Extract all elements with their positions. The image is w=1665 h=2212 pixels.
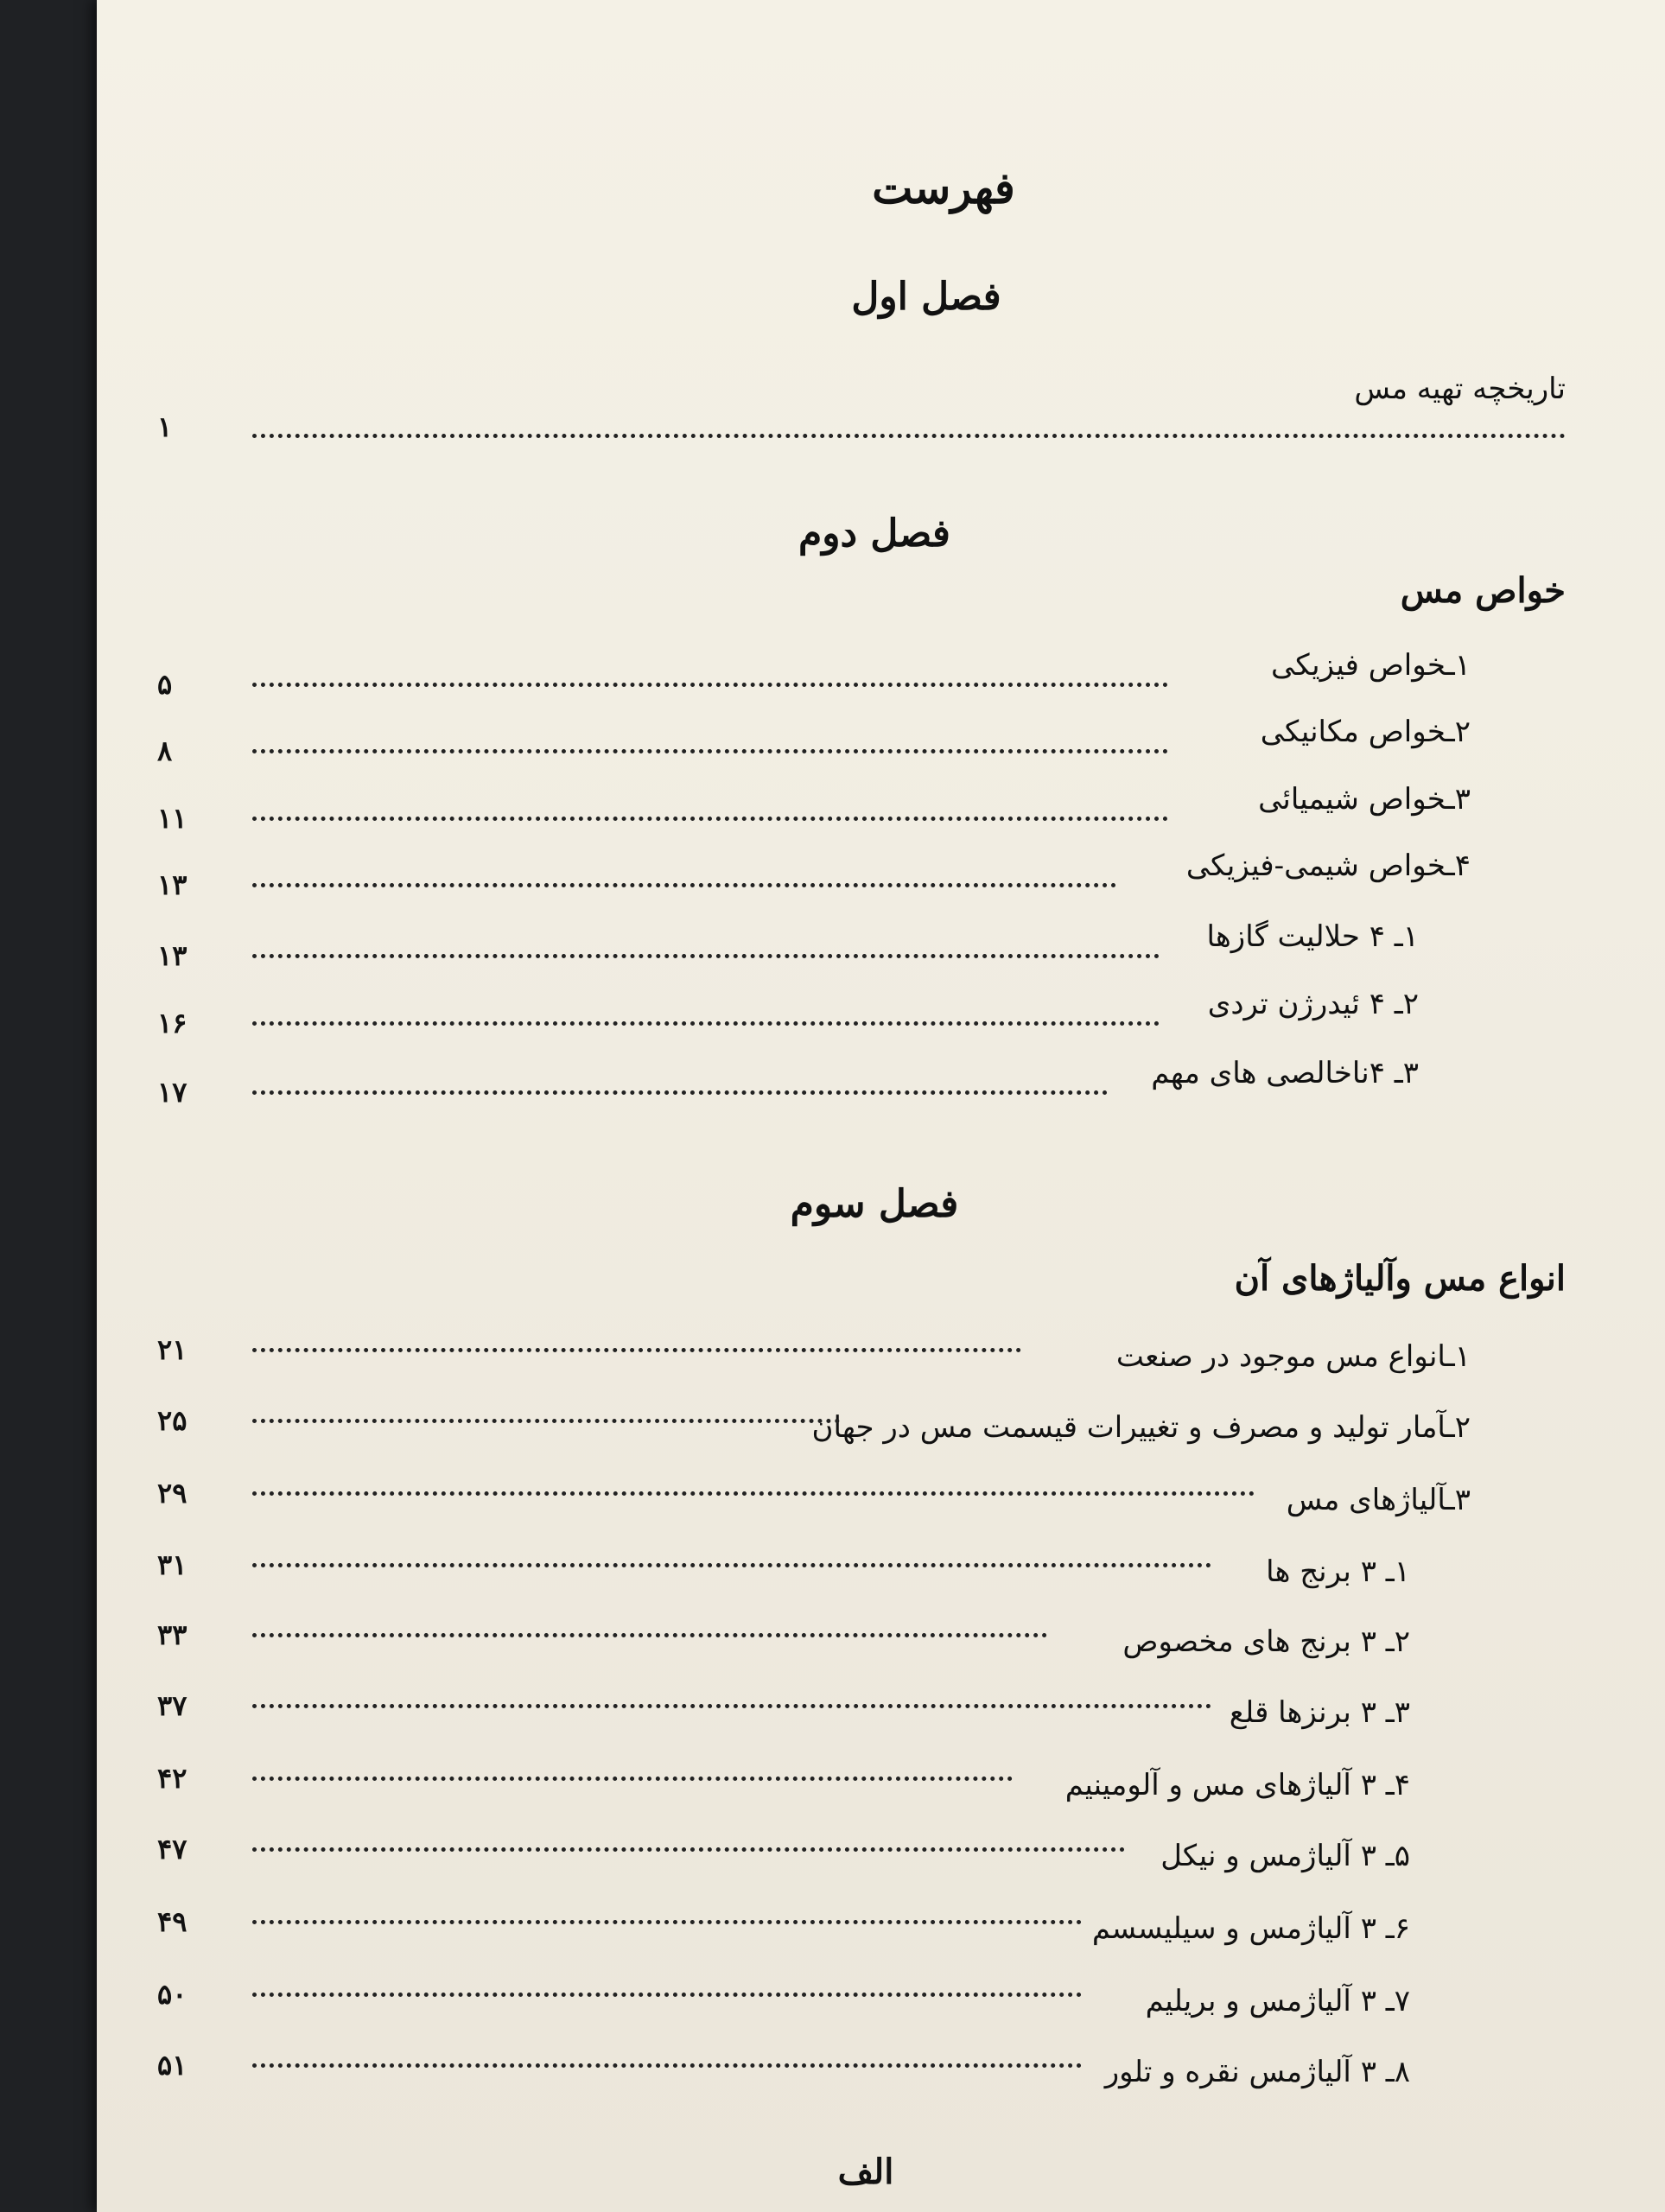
toc-entry-page: ۴۷: [157, 1833, 187, 1866]
dot-leader: [252, 1993, 1082, 1997]
toc-entry-page: ۴۲: [157, 1762, 187, 1795]
toc-entry-label: ۸ـ ۳ آلیاژمس نقره و تلور: [1104, 2055, 1410, 2089]
toc-entry-label: ۴ـ ۳ آلیاژهای مس و آلومینیم: [1064, 1768, 1410, 1802]
chapter-1-heading: فصل اول: [851, 275, 1001, 319]
toc-entry-page: ۱۳: [157, 939, 187, 972]
dot-leader: [252, 1419, 840, 1423]
toc-entry-label: ۳ـ ۴ناخالصی های مهم: [1151, 1056, 1419, 1090]
dot-leader: [252, 2063, 1082, 2068]
toc-entry-page: ۵: [157, 668, 173, 701]
dot-leader: [252, 1348, 1021, 1352]
dot-leader: [252, 749, 1168, 753]
toc-entry[interactable]: [157, 1046, 1419, 1109]
toc-entry-label: تاریخچه تهیه مس: [1354, 372, 1566, 406]
dot-leader: [252, 434, 1566, 438]
toc-entry-page: ۸: [157, 734, 173, 767]
toc-entry-page: ۴۹: [157, 1905, 187, 1938]
toc-entry[interactable]: [157, 1685, 1410, 1740]
toc-entry-page: ۳۳: [157, 1618, 187, 1651]
toc-entry-label: ۴ـخواص شیمی-فیزیکی: [1185, 849, 1471, 883]
toc-entry-page: ۵۱: [157, 2049, 187, 2082]
dot-leader: [252, 1563, 1211, 1567]
dot-leader: [252, 954, 1160, 958]
toc-entry-label: ۵ـ ۳ آلیاژمس و نیکل: [1160, 1839, 1410, 1873]
toc-entry[interactable]: [157, 2044, 1410, 2100]
toc-title: فهرست: [872, 162, 1015, 213]
dot-leader: [252, 883, 1116, 887]
toc-entry-page: ۱۶: [157, 1007, 187, 1039]
toc-entry-page: ۳۷: [157, 1689, 187, 1722]
chapter-2-subject: خواص مس: [1400, 570, 1566, 611]
toc-entry[interactable]: [157, 772, 1471, 835]
dot-leader: [252, 1704, 1211, 1708]
toc-entry-label: ۱ـ ۴ حلالیت گازها: [1206, 919, 1419, 954]
toc-entry-page: ۲۵: [157, 1404, 187, 1437]
toc-entry-page: ۲۱: [157, 1333, 187, 1366]
dot-leader: [252, 683, 1168, 687]
toc-entry-label: ۳ـآلیاژهای مس: [1286, 1483, 1471, 1517]
toc-entry[interactable]: [157, 1544, 1410, 1599]
toc-entry[interactable]: [157, 838, 1471, 901]
dot-leader: [252, 1021, 1160, 1026]
toc-entry[interactable]: [157, 976, 1419, 1039]
dot-leader: [252, 1920, 1082, 1924]
toc-entry[interactable]: [157, 1758, 1410, 1813]
dot-leader: [252, 817, 1168, 821]
toc-entry-label: ۱ـ ۳ برنج ها: [1266, 1554, 1410, 1589]
toc-entry-label: ۶ـ ۳ آلیاژمس و سیلیسسم: [1091, 1911, 1410, 1946]
toc-entry-label: ۲ـ ۴ ئیدرژن تردی: [1207, 987, 1419, 1021]
toc-entry-page: ۳۱: [157, 1548, 187, 1581]
toc-entry-page: ۱۱: [157, 802, 187, 835]
toc-entry-label: ۳ـ ۳ برنزها قلع: [1229, 1695, 1410, 1730]
toc-entry-label: ۲ـ ۳ برنج های مخصوص: [1122, 1624, 1410, 1659]
toc-entry[interactable]: [157, 361, 1566, 443]
toc-entry-page: ۲۹: [157, 1477, 187, 1510]
toc-entry[interactable]: [157, 704, 1471, 767]
dot-leader: [252, 1090, 1108, 1095]
toc-entry-label: ۱ـخواص فیزیکی: [1271, 648, 1471, 683]
toc-entry[interactable]: [157, 638, 1471, 701]
toc-entry[interactable]: [157, 909, 1419, 972]
book-page: [97, 0, 1665, 2212]
toc-entry[interactable]: [157, 1614, 1410, 1669]
toc-entry-label: ۳ـخواص شیمیائی: [1258, 782, 1471, 817]
toc-entry[interactable]: [157, 1329, 1471, 1384]
chapter-2-heading: فصل دوم: [798, 512, 950, 556]
dot-leader: [252, 1633, 1047, 1637]
toc-entry[interactable]: [157, 1901, 1410, 1956]
toc-entry[interactable]: [157, 1974, 1410, 2029]
toc-entry-page: ۱۳: [157, 868, 187, 901]
toc-entry-page: ۱: [157, 410, 173, 443]
toc-entry-label: ۲ـآمار تولید و مصرف و تغییرات قیسمت مس در جهان: [811, 1410, 1471, 1445]
toc-entry[interactable]: [157, 1472, 1471, 1528]
toc-entry[interactable]: [157, 1828, 1410, 1884]
toc-entry-label: ۲ـخواص مکانیکی: [1260, 715, 1471, 749]
chapter-3-heading: فصل سوم: [790, 1182, 959, 1226]
toc-entry[interactable]: [157, 1400, 1471, 1455]
toc-entry-page: ۵۰: [157, 1978, 187, 2011]
toc-entry-page: ۱۷: [157, 1076, 187, 1109]
page-number-footer: الف: [837, 2152, 894, 2192]
toc-entry-label: ۷ـ ۳ آلیاژمس و بریلیم: [1145, 1984, 1410, 2018]
dot-leader: [252, 1491, 1255, 1496]
dot-leader: [252, 1777, 1013, 1781]
chapter-3-subject: انواع مس وآلیاژهای آن: [1234, 1258, 1566, 1299]
toc-entry-label: ۱ـانواع مس موجود در صنعت: [1115, 1339, 1471, 1374]
dot-leader: [252, 1847, 1125, 1852]
